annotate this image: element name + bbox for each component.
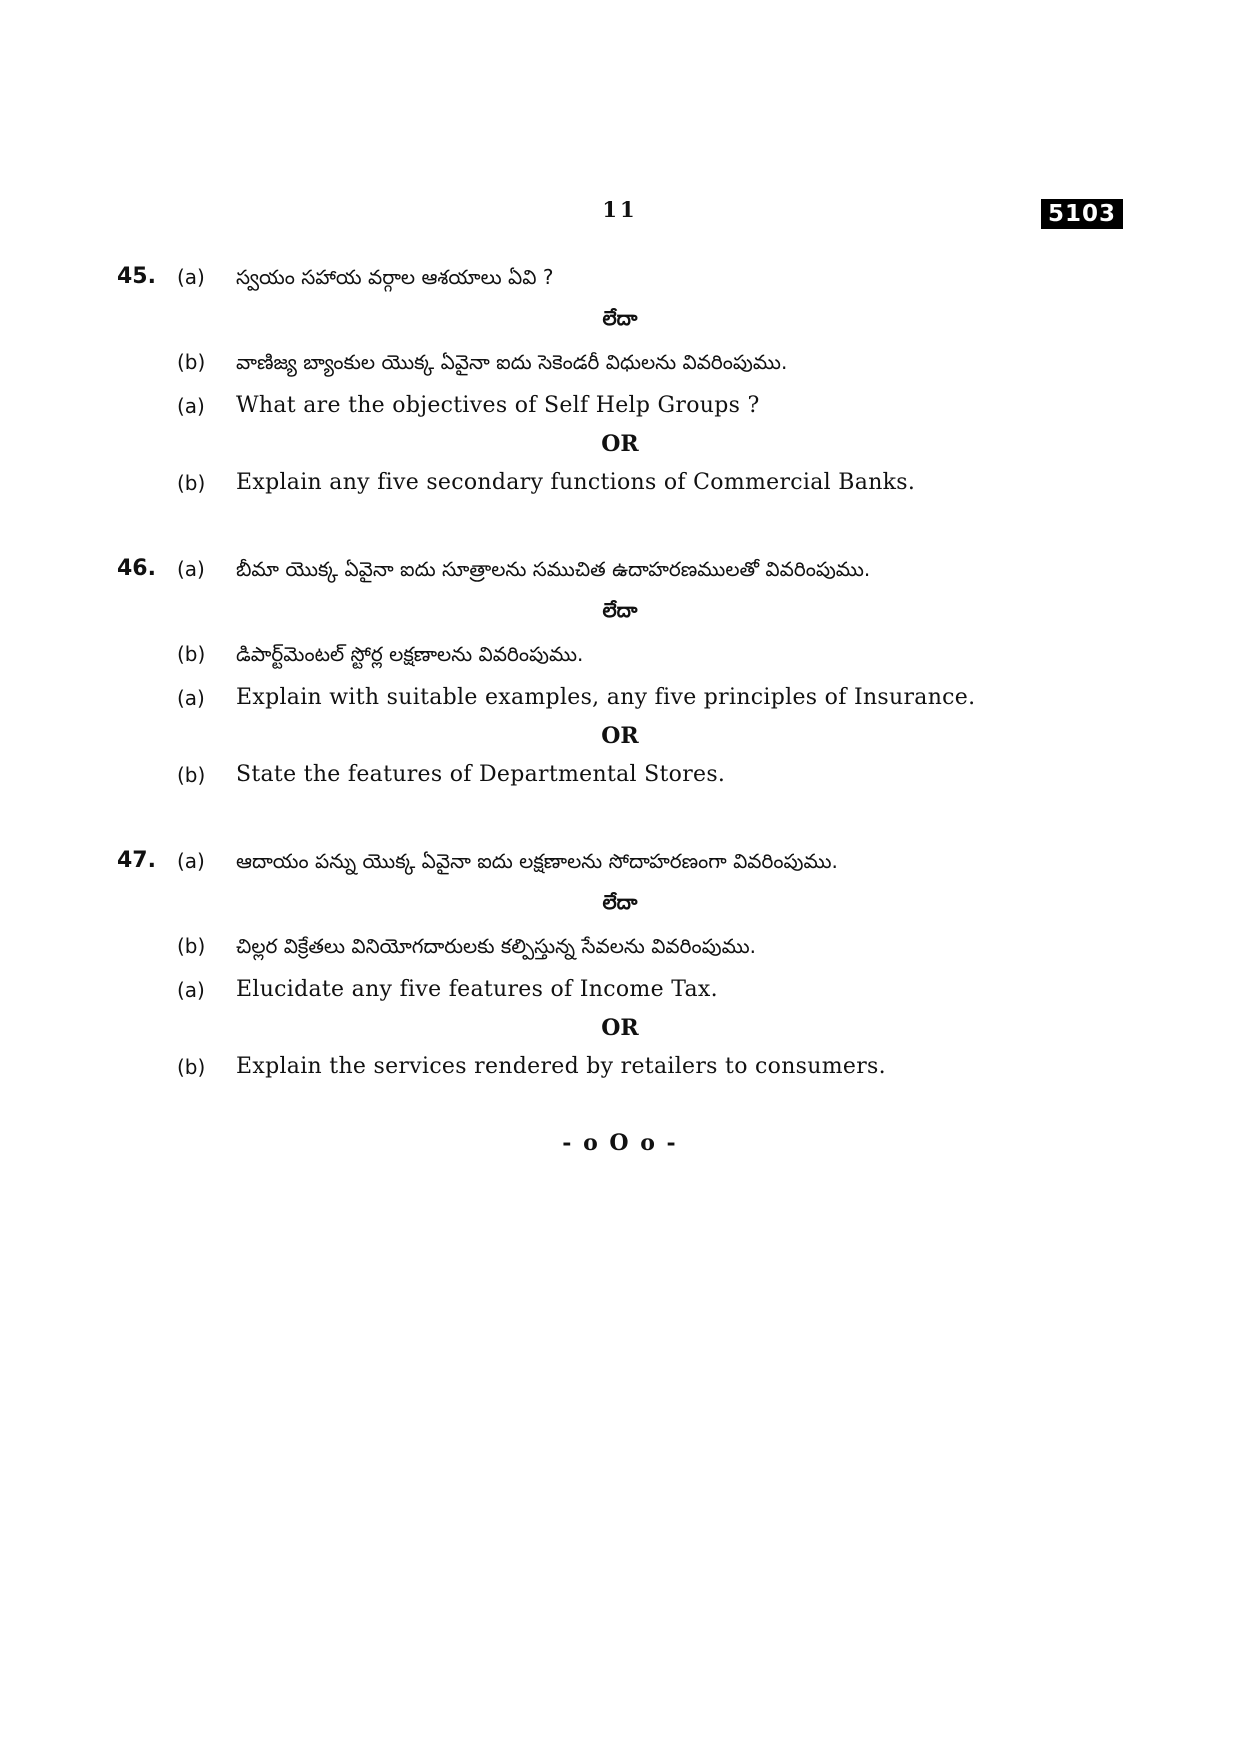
option-label-a: (a) bbox=[177, 394, 205, 418]
telugu-option-b: డిపార్ట్‌మెంటల్ స్టోర్ల లక్షణాలను వివరింపుము. bbox=[236, 642, 584, 666]
option-label-b: (b) bbox=[177, 471, 206, 495]
option-label-b: (b) bbox=[177, 934, 206, 958]
paper-code-badge: 5103 bbox=[1041, 199, 1123, 229]
option-label-b: (b) bbox=[177, 350, 206, 374]
english-or: OR bbox=[601, 1015, 639, 1041]
english-or: OR bbox=[601, 723, 639, 749]
english-option-a: What are the objectives of Self Help Groups ? bbox=[236, 393, 760, 418]
option-label-a: (a) bbox=[177, 978, 205, 1002]
telugu-option-b: వాణిజ్య బ్యాంకుల యొక్క ఏవైనా ఐదు సెకెండరీ విధులను వివరింపుము. bbox=[236, 350, 788, 374]
english-or: OR bbox=[601, 431, 639, 457]
option-label-b: (b) bbox=[177, 1055, 206, 1079]
telugu-or: లేదా bbox=[602, 598, 638, 622]
option-label-a: (a) bbox=[177, 686, 205, 710]
telugu-or: లేదా bbox=[602, 306, 638, 330]
end-of-paper-mark: - o O o - bbox=[562, 1130, 678, 1156]
english-option-b: Explain any five secondary functions of Commercial Banks. bbox=[236, 470, 916, 495]
english-option-a: Elucidate any five features of Income Tax. bbox=[236, 977, 718, 1002]
telugu-option-b: చిల్లర విక్రేతలు వినియోగదారులకు కల్పిస్తున్న సేవలను వివరింపుము. bbox=[236, 934, 757, 958]
english-option-a: Explain with suitable examples, any five principles of Insurance. bbox=[236, 685, 976, 710]
option-label-b: (b) bbox=[177, 642, 206, 666]
telugu-option-a: బీమా యొక్క ఏవైనా ఐదు సూత్రాలను సముచిత ఉదాహరణములతో వివరింపుము. bbox=[236, 557, 871, 581]
option-label-a: (a) bbox=[177, 557, 205, 581]
english-option-b: State the features of Departmental Stores. bbox=[236, 762, 726, 787]
question-number: 47. bbox=[117, 848, 156, 873]
question-number: 46. bbox=[117, 556, 156, 581]
option-label-b: (b) bbox=[177, 763, 206, 787]
option-label-a: (a) bbox=[177, 849, 205, 873]
question-number: 45. bbox=[117, 264, 156, 289]
telugu-option-a: స్వయం సహాయ వర్గాల ఆశయాలు ఏవి ? bbox=[236, 265, 554, 289]
english-option-b: Explain the services rendered by retailers to consumers. bbox=[236, 1054, 886, 1079]
option-label-a: (a) bbox=[177, 265, 205, 289]
telugu-option-a: ఆదాయం పన్ను యొక్క ఏవైనా ఐదు లక్షణాలను సోదాహరణంగా వివరింపుము. bbox=[236, 849, 838, 873]
telugu-or: లేదా bbox=[602, 890, 638, 914]
page-number: 11 bbox=[602, 197, 638, 222]
